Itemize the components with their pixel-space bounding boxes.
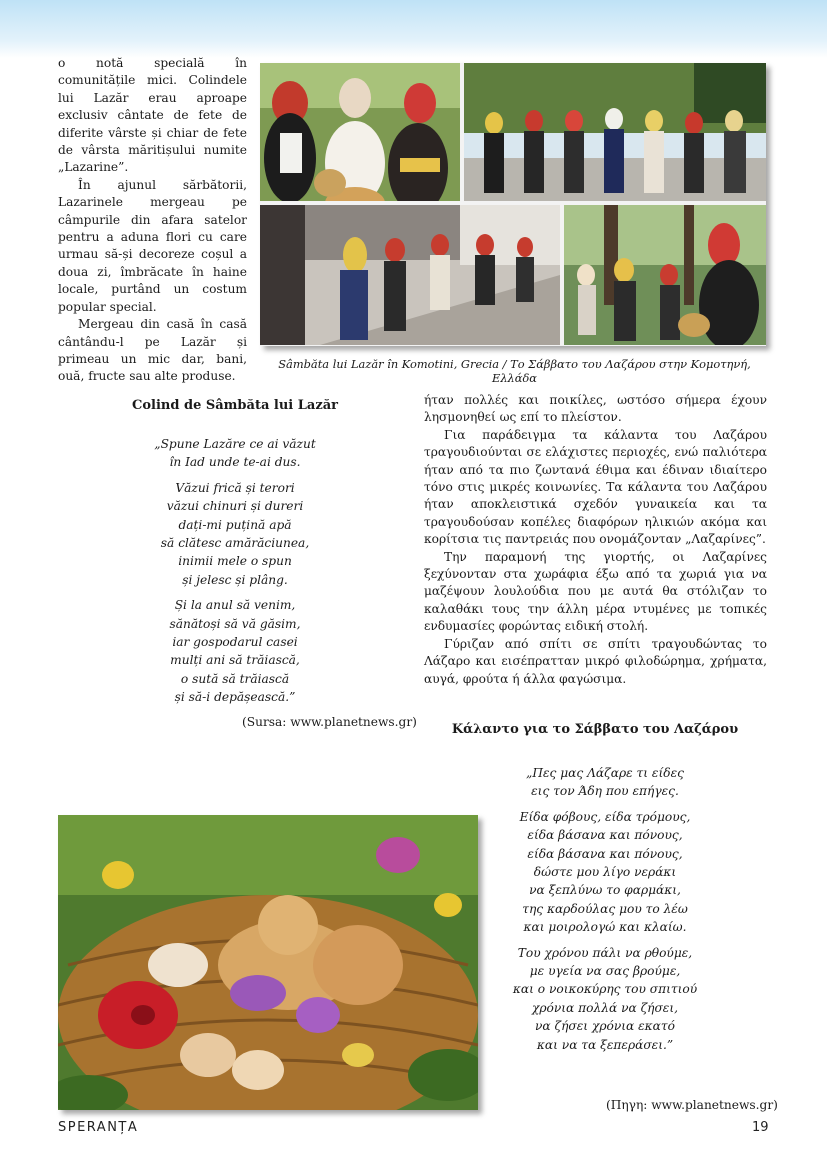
poem-line: și jelesc și plâng. — [182, 572, 288, 587]
poem-line: να ξεπλύνω το φαρμάκι, — [529, 883, 681, 898]
poem-line: văzui chinuri și dureri — [166, 499, 304, 514]
poem-line: Του χρόνου πάλι να ρθούμε, — [517, 945, 693, 960]
paragraph: Την παραμονή της γιορτής, οι Λαζαρίνες ξεχύνονταν στα χωράφια έξω από τα χωριά για να μαζέψουν λουλούδια που με αυτά θα στόλιζαν το καλαθάκι τους την άλλη μέρα ντυμένες με τοπικές ενδυμασίες φορώντας ειδική στολή. — [424, 549, 767, 634]
poem-line: inimii mele o spun — [178, 554, 292, 569]
poem-line: της καρδούλας μου το λέω — [522, 901, 688, 916]
poem-line: „Πες μας Λάζαρε τι είδες — [526, 766, 684, 780]
romanian-carol-title: Colind de Sâmbăta lui Lazăr — [132, 398, 338, 413]
greek-text — [424, 392, 767, 688]
poem-line: iar gospodarul casei — [172, 635, 298, 650]
magazine-name: SPERANȚA — [58, 1120, 139, 1135]
poem-line: να ζήσει χρόνια εκατό — [535, 1019, 675, 1034]
poem-line: Văzui frică și terori — [175, 480, 295, 495]
poem-line: δώστε μου λίγο νεράκι — [533, 865, 677, 880]
photo-lazarakia-basket — [58, 815, 478, 1110]
greek-carol-source: (Πηγη: www.planetnews.gr) — [606, 1098, 778, 1112]
poem-line: dați-mi puțină apă — [178, 517, 292, 532]
photo-girls-with-baskets — [260, 63, 460, 201]
poem-line: χρόνια πολλά να ζήσει, — [531, 1000, 678, 1015]
photo-girls-in-park — [564, 205, 766, 345]
photo-group-procession — [464, 63, 766, 201]
greek-carol-title: Κάλαντο για το Σάββατο του Λαζάρου — [451, 722, 739, 737]
paragraph: Για παράδειγμα τα κάλαντα του Λαζάρου τραγουδιούνται σε ελάχιστες περιοχές, ενώ παλιότερα ήταν από τα πιο ζωντανά έθιμα και έδιναν ιδιαίτερο τόνο στις μικρές κοινωνίες. Τα κάλαντα του Λαζάρου ήταν αποκλειστικά σχεδόν γυναικεία και τα τραγουδούσαν κοπέλες διαφόρων ηλικιών ακόμα και κορίτσια τις παντρειάς που ονομάζονταν „Λαζαρίνες”. — [424, 427, 767, 547]
paragraph: În ajunul sărbătorii, Lazarinele mergeau pe câmpurile din afara satelor pentru a aduna flori cu care urmau să-și decoreze coșul a doua zi, îmbrăcate în haine locale, purtând un costum popular special. — [58, 177, 247, 314]
poem-line: είδα βάσανα και πόνους, — [527, 828, 683, 843]
paragraph: Mergeau din casă în casă cântându-l pe Lazăr și primeau un mic dar, bani, ouă, fructe sau alte produse. — [58, 317, 247, 384]
header-band — [0, 0, 827, 58]
photo-caption: Sâmbăta lui Lazăr în Komotini, Grecia / Το Σάββατο του Λαζάρου στην Κομοτηνή, Ελλάδα — [278, 357, 751, 385]
poem-stanza — [500, 764, 710, 801]
poem-line: și să-i depășească.” — [174, 690, 296, 705]
poem-line: με υγεία να σας βρούμε, — [529, 964, 681, 979]
intro-text-ro — [58, 55, 247, 386]
poem-stanza — [120, 479, 350, 589]
poem-line: „Spune Lazăre ce ai văzut — [154, 437, 316, 451]
poem-stanza — [120, 596, 350, 706]
poem-stanza — [500, 808, 710, 937]
poem-line: εις τον Άδη που επήγες. — [531, 784, 679, 799]
romanian-carol-poem — [120, 435, 350, 714]
poem-line: o sută să trăiască — [180, 671, 290, 686]
photo-street-dance — [260, 205, 560, 345]
paragraph: ήταν πολλές και ποικίλες, ωστόσο σήμερα έχουν λησμονηθεί ως επί το πλείστον. — [424, 393, 767, 425]
greek-carol-poem — [500, 764, 710, 1061]
poem-stanza — [120, 435, 350, 472]
poem-line: Είδα φόβους, είδα τρόμους, — [519, 809, 691, 824]
paragraph: Γύριζαν από σπίτι σε σπίτι τραγουδώντας το Λάζαρο και εισέπρατταν μικρό φιλοδώρημα, χρήματα, αυγά, φρούτα ή άλλα φαγώσιμα. — [424, 636, 767, 686]
poem-line: είδα βάσανα και πόνους, — [527, 846, 683, 861]
paragraph: o notă specială în comunitățile mici. Colindele lui Lazăr erau aproape exclusiv cântate de fete de diferite vârste și chiar de fete de vârsta măritișului numite „Lazarine”. — [58, 56, 247, 175]
romanian-carol-source: (Sursa: www.planetnews.gr) — [242, 715, 417, 729]
poem-line: sănătoși să vă găsim, — [169, 616, 301, 631]
poem-line: και να τα ξεπεράσει.” — [536, 1037, 674, 1052]
poem-line: και μοιρολογώ και κλαίω. — [523, 920, 687, 935]
poem-line: Și la anul să venim, — [174, 598, 296, 613]
page-number: 19 — [752, 1120, 769, 1135]
poem-line: και ο νοικοκύρης του σπιτιού — [512, 982, 698, 997]
poem-line: în Iad unde te-ai dus. — [169, 455, 301, 470]
poem-line: să clătesc amărăciunea, — [160, 536, 310, 551]
poem-line: mulți ani să trăiască, — [170, 653, 300, 668]
poem-stanza — [500, 944, 710, 1054]
